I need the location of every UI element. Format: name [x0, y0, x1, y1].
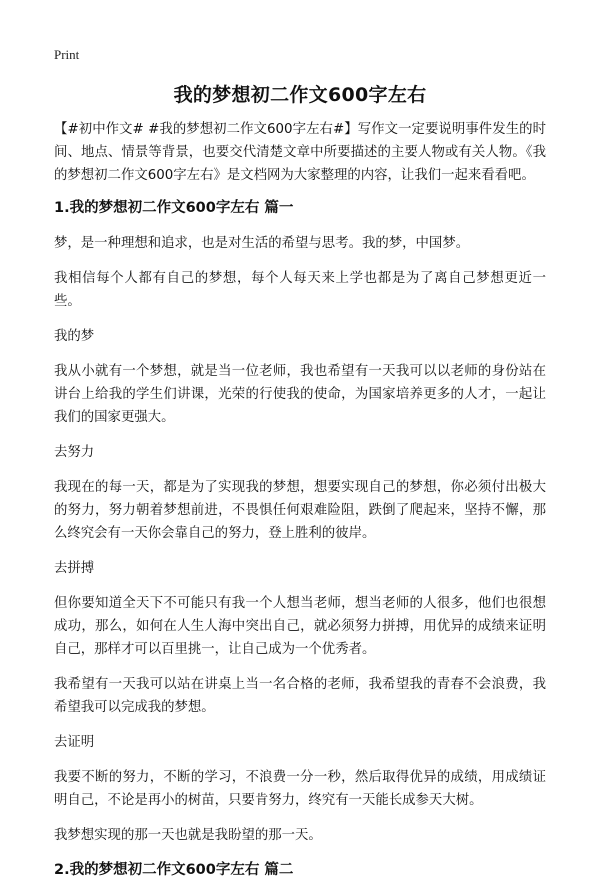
subheading: 去证明 — [54, 735, 95, 750]
section-heading-2: 2.我的梦想初二作文600字左右 篇二 — [54, 862, 294, 878]
paragraph: 但你要知道全天下不可能只有我一个人想当老师，想当老师的人很多，他们也很想成功，那么，如何在人生人海中突出自己，就必须努力拼搏，用优异的成绩来证明自己，那样才可以百里挑一，让自己成为一个优秀者。 — [54, 596, 546, 657]
paragraph: 梦，是一种理想和追求，也是对生活的希望与思考。我的梦，中国梦。 — [54, 236, 470, 251]
print-link[interactable]: Print — [54, 47, 80, 62]
subheading: 去努力 — [54, 445, 95, 460]
paragraph: 我现在的每一天，都是为了实现我的梦想，想要实现自己的梦想，你必须付出极大的努力，努力朝着梦想前进，不畏惧任何艰难险阻，跌倒了爬起来，坚持不懈，那么终究会有一天你会靠自己的努力，登上胜利的彼岸。 — [54, 480, 546, 541]
paragraph: 我要不断的努力，不断的学习，不浪费一分一秒，然后取得优异的成绩，用成绩证明自己，不论是再小的树苗，只要肯努力，终究有一天能长成参天大树。 — [54, 770, 546, 808]
intro-paragraph: 【#初中作文# #我的梦想初二作文600字左右#】写作文一定要说明事件发生的时间、地点、情景等背景，也要交代清楚文章中所要描述的主要人物或有关人物。《我的梦想初二作文600字左右》是文档网为大家整理的内容，让我们一起来看看吧。 — [54, 122, 546, 183]
subheading: 去拼搏 — [54, 561, 95, 576]
paragraph: 我相信每个人都有自己的梦想，每个人每天来上学也都是为了离自己梦想更近一些。 — [54, 271, 546, 309]
page-title: 我的梦想初二作文600字左右 — [173, 84, 427, 106]
paragraph: 我梦想实现的那一天也就是我盼望的那一天。 — [54, 828, 322, 843]
subheading: 我的梦 — [54, 329, 95, 344]
section-heading-1: 1.我的梦想初二作文600字左右 篇一 — [54, 200, 294, 216]
paragraph: 我希望有一天我可以站在讲桌上当一名合格的老师，我希望我的青春不会浪费，我希望我可以完成我的梦想。 — [54, 677, 546, 715]
paragraph: 我从小就有一个梦想，就是当一位老师，我也希望有一天我可以以老师的身份站在讲台上给我的学生们讲课，光荣的行使我的使命，为国家培养更多的人才，一起让我们的国家更强大。 — [54, 364, 546, 425]
article-body — [54, 118, 546, 894]
